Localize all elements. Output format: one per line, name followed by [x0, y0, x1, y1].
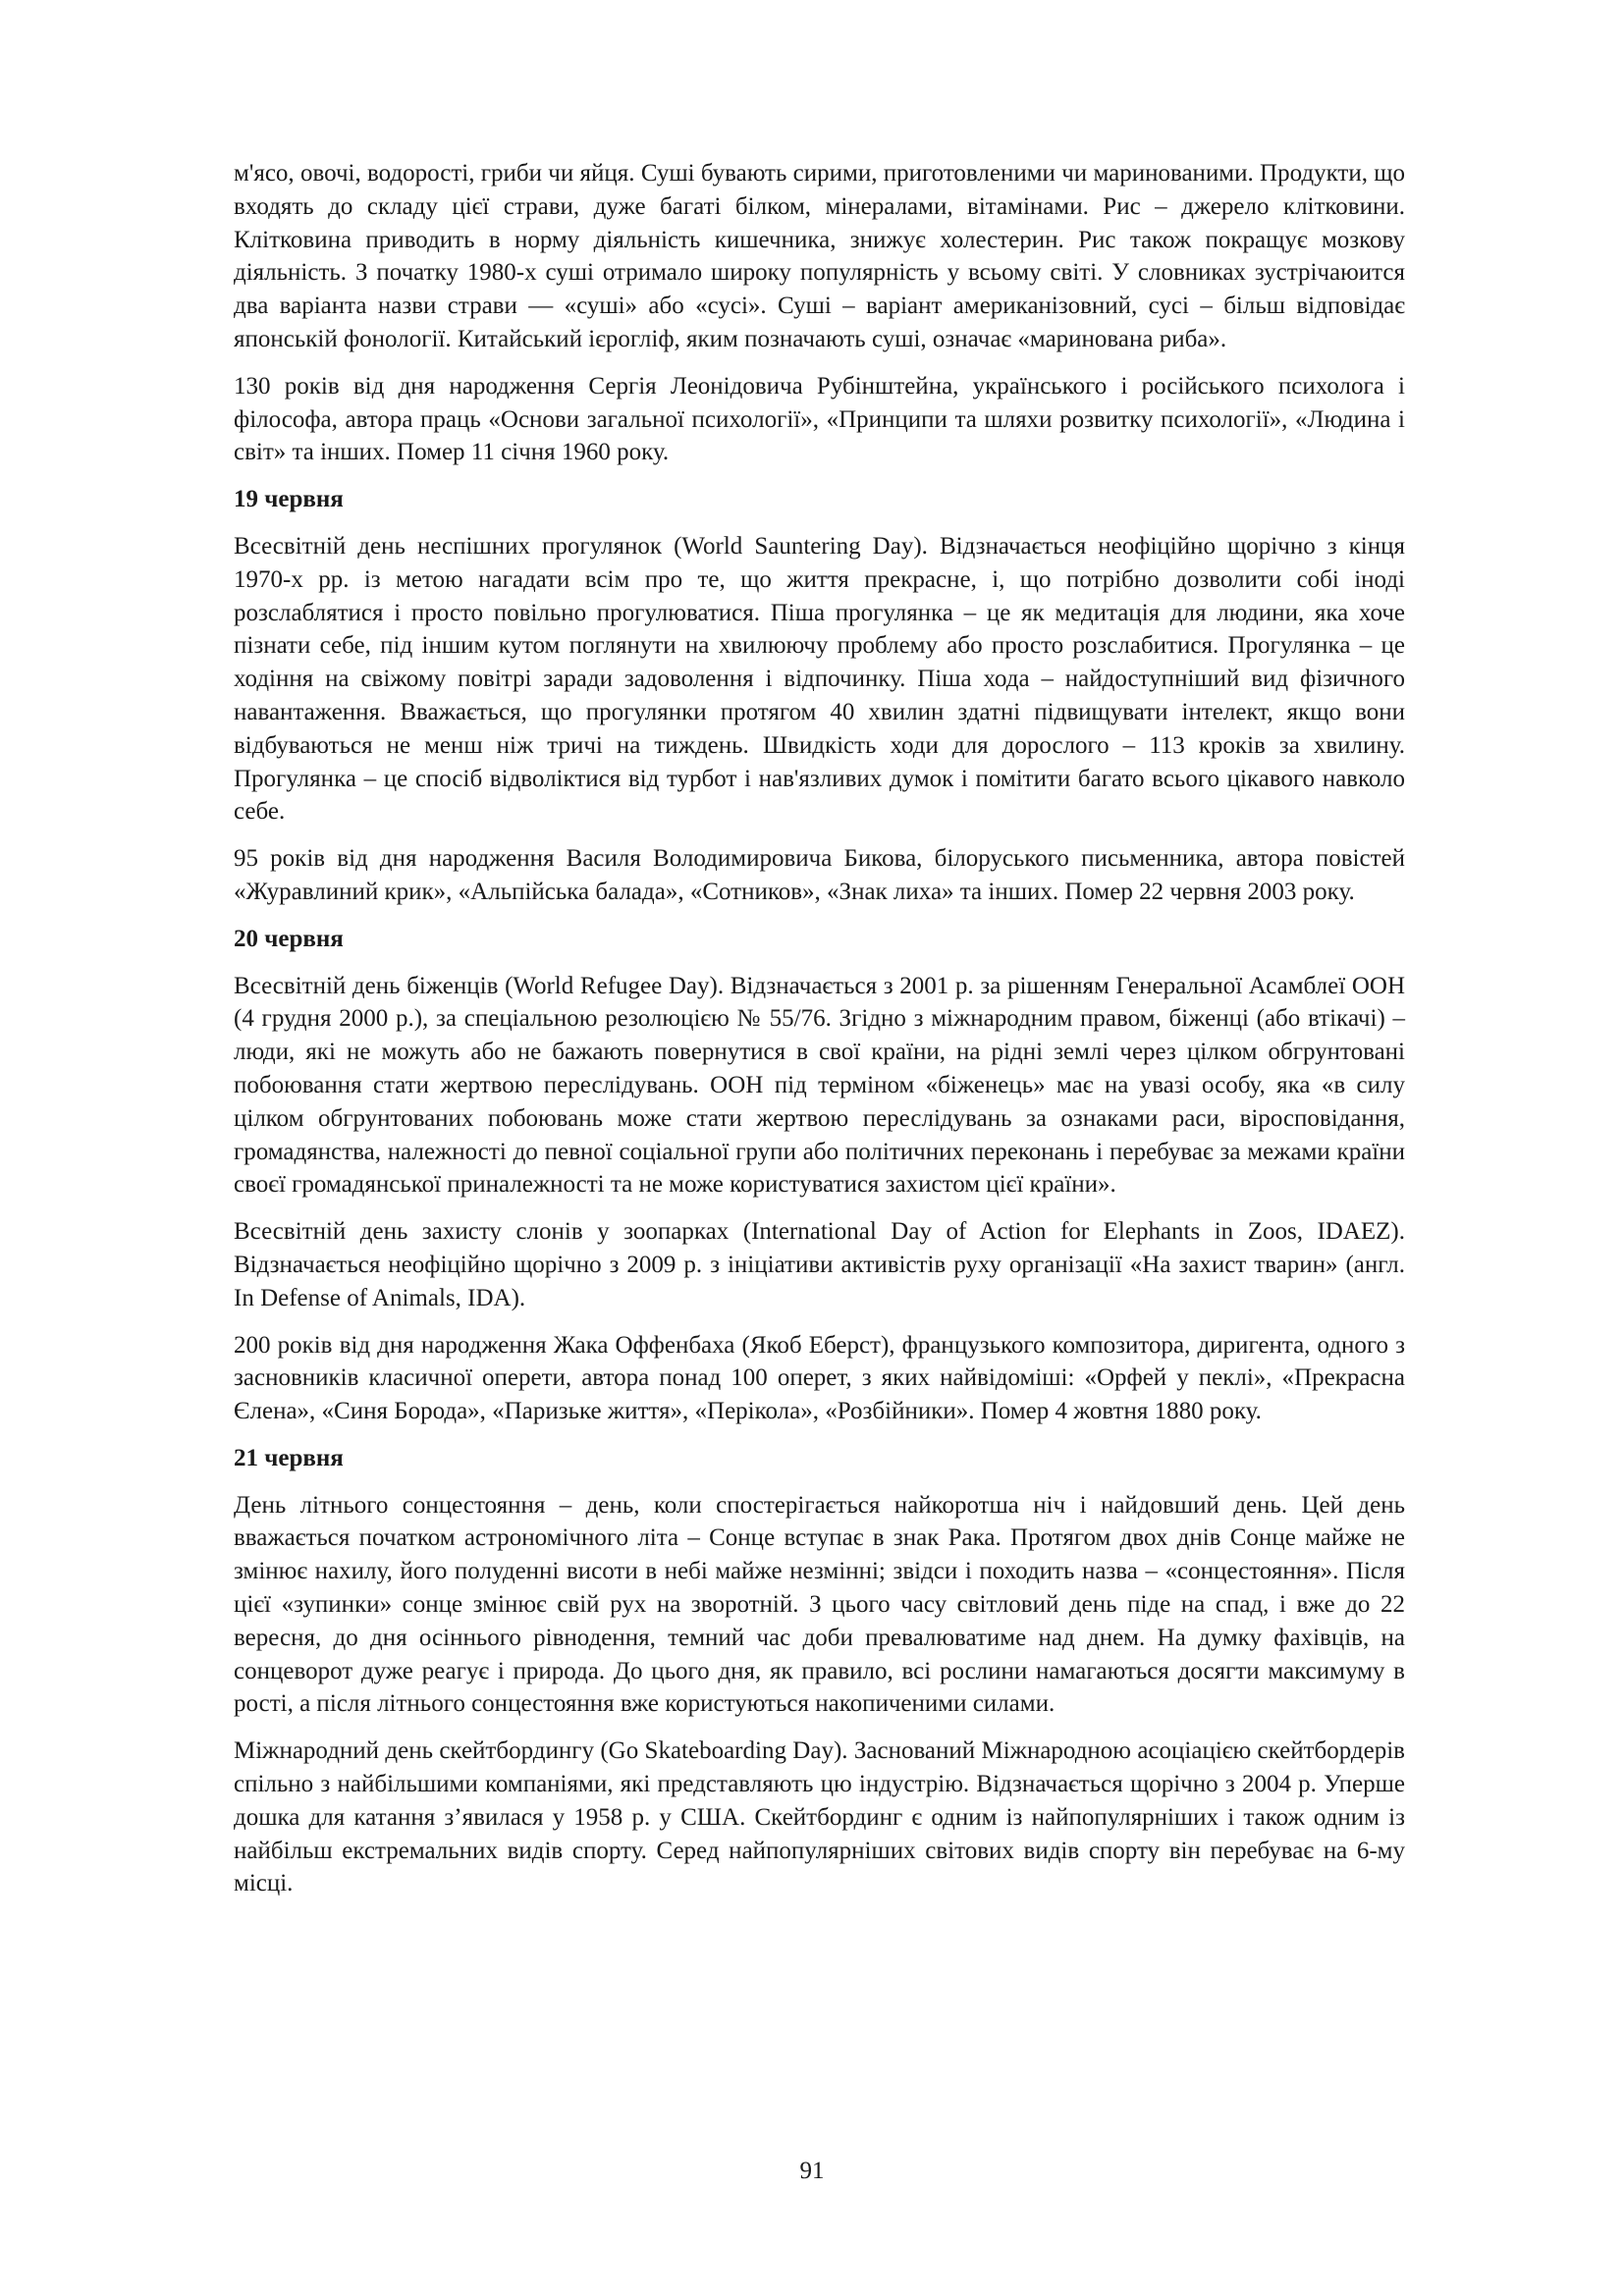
paragraph-sauntering-day: Всесвітній день неспішних прогулянок (World Sauntering Day). Відзначається неофіційно щорічно з кінця 1970-х рр. із метою нагадати всім про те, що життя прекрасне, і, що потрібно дозволити собі іноді розслаблятися і просто повільно прогулюватися. Піша прогулянка – це як медитація для людини, яка хоче пізнати себе, під іншим кутом поглянути на хвилюючу проблему або просто розслабитися. Прогулянка – це ходіння на свіжому повітрі заради задоволення і відпочинку. Піша хода – найдоступніший вид фізичного навантаження. Вважається, що прогулянки протягом 40 хвилин здатні підвищувати інтелект, якщо вони відбуваються не менш ніж тричі на тиждень. Швидкість ходи для дорослого – 113 кроків за хвилину. Прогулянка – це спосіб відволіктися від турбот і нав'язливих думок і помітити багато всього цікавого навколо себе. — [234, 532, 1405, 826]
document-page — [234, 157, 1405, 1914]
paragraph-rubinstein: 130 років від дня народження Сергія Леонідовича Рубінштейна, українського і російського психолога і філософа, автора праць «Основи загальної психології», «Принципи та шляхи розвитку психології», «Людина і світ» та інших. Помер 11 січня 1960 року. — [234, 372, 1405, 466]
paragraph-bykov: 95 років від дня народження Василя Володимировича Бикова, білоруського письменника, автора повістей «Журавлиний крик», «Альпійська балада», «Сотников», «Знак лиха» та інших. Помер 22 червня 2003 року. — [234, 845, 1405, 905]
date-heading-june-21: 21 червня — [234, 1444, 344, 1471]
paragraph-refugee-day: Всесвітній день біженців (World Refugee Day). Відзначається з 2001 р. за рішенням Генеральної Асамблеї ООН (4 грудня 2000 р.), за спеціальною резолюцією № 55/76. Згідно з міжнародним правом, біженці (або втікачі) – люди, які не можуть або не бажають повернутися в свої країни, на рідні землі через цілком обгрунтовані побоювання стати жертвою переслідувань. ООН під терміном «біженець» має на увазі особу, яка «в силу цілком обгрунтованих побоювань може стати жертвою переслідувань за ознаками раси, віросповідання, громадянства, належності до певної соціальної групи або політичних переконань і перебуває за межами країни своєї громадянської приналежності та не може користуватися захистом цієї країни». — [234, 972, 1405, 1199]
paragraph-sushi-continued: м'ясо, овочі, водорості, гриби чи яйця. Суші бувають сирими, приготовленими чи маринованими. Продукти, що входять до складу цієї страви, дуже багаті білком, мінералами, вітамінами. Рис – джерело клітковини. Клітковина приводить в норму діяльність кишечника, знижує холестерин. Рис також покращує мозкову діяльність. З початку 1980-х суші отримало широку популярність у всьому світі. У словниках зустрічаюится два варіанта назви страви — «суші» або «сусі». Суші – варіант американізовний, сусі – більш відповідає японській фонології. Китайський ієрогліф, яким позначають суші, означає «маринована риба». — [234, 160, 1405, 352]
date-heading-june-19: 19 червня — [234, 486, 344, 513]
page-number: 91 — [799, 2158, 825, 2184]
paragraph-offenbach: 200 років від дня народження Жака Оффенбаха (Якоб Еберcт), французького композитора, диригента, одного з засновників класичної оперети, автора понад 100 оперет, з яких найвідоміші: «Орфей у пеклі», «Прекрасна Єлена», «Синя Борода», «Паризьке життя», «Перікола», «Розбійники». Помер 4 жовтня 1880 року. — [234, 1331, 1405, 1425]
paragraph-skateboarding-day: Міжнародний день скейтбордингу (Go Skateboarding Day). Заснований Міжнародною асоціацією скейтбордерів спільно з найбільшими компаніями, які представляють цю індустрію. Відзначається щорічно з 2004 р. Уперше дошка для катання з’явилася у 1958 р. у США. Скейтбординг є одним із найпопулярніших і також одним із найбільш екстремальних видів спорту. Серед найпопулярніших світових видів спорту він перебуває на 6-му місці. — [234, 1737, 1405, 1897]
date-heading-june-20: 20 червня — [234, 925, 344, 952]
paragraph-solstice: День літнього сонцестояння – день, коли спостерігається найкоротша ніч і найдовший день. Цей день вважається початком астрономічного літа – Сонце вступає в знак Рака. Протягом двох днів Сонце майже не змінює нахилу, його полуденні висоти в небі майже незмінні; звідси і походить назва – «сонцестояння». Після цієї «зупинки» сонце змінює свій рух на зворотній. З цього часу світловий день піде на спад, і вже до 22 вересня, до дня осіннього рівнодення, темний час доби превалюватиме над днем. На думку фахівців, на сонцеворот дуже реагує і природа. До цього дня, як правило, всі рослини намагаються досягти максимуму в рості, а після літнього сонцестояння вже користуються накопиченими силами. — [234, 1491, 1405, 1718]
paragraph-elephants-day: Всесвітній день захисту слонів у зоопарках (International Day of Action for Elephants in Zoos, IDAEZ). Відзначається неофіційно щорічно з 2009 р. з ініціативи активістів руху організації «На захист тварин» (англ. In Defense of Animals, IDA). — [234, 1218, 1405, 1311]
